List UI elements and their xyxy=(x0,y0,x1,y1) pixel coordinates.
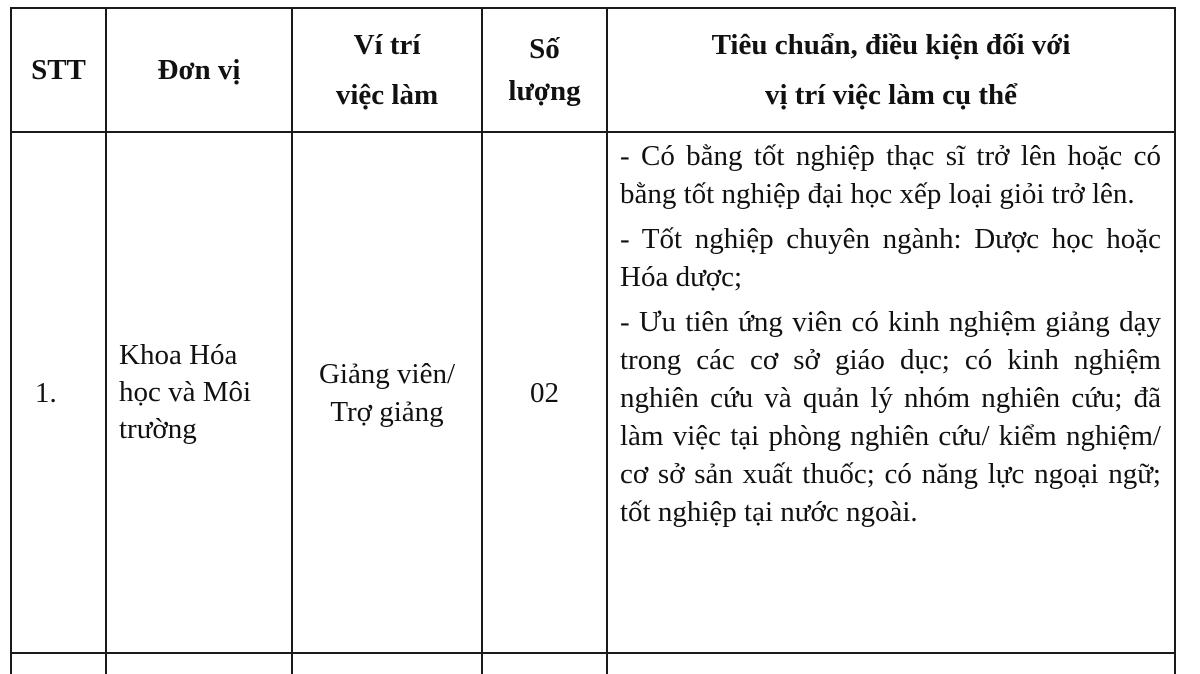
header-criteria xyxy=(607,8,1175,132)
recruitment-table xyxy=(10,7,1176,674)
cell-position xyxy=(292,132,482,653)
criteria-item: - Tốt nghiệp chuyên ngành: Dược học hoặc Hóa dược; xyxy=(620,223,1161,293)
table-row xyxy=(11,132,1175,653)
header-unit: Đơn vị xyxy=(106,8,292,132)
cell-unit xyxy=(106,132,292,653)
criteria-item: - Có bằng tốt nghiệp thạc sĩ trở lên hoặc có bằng tốt nghiệp đại học xếp loại giỏi trở lên. xyxy=(620,140,1161,210)
header-quantity-line2: lượng xyxy=(508,75,581,107)
header-criteria-line2: vị trí việc làm cụ thể xyxy=(764,79,1018,111)
cell-unit-line: học và Môi xyxy=(119,376,252,408)
cell-position-line: Giảng viên/ xyxy=(318,357,456,390)
cell-criteria xyxy=(607,132,1175,653)
cell-unit-line: Khoa Hóa xyxy=(119,339,238,371)
header-position-line1: Ví trí xyxy=(353,29,421,61)
header-position xyxy=(292,8,482,132)
criteria-item: - Ưu tiên ứng viên có kinh nghiệm giảng dạy trong các cơ sở giáo dục; có kinh nghiệm nghiên cứu và quản lý nhóm nghiên cứu; đã làm việc tại phòng nghiên cứu/ kiểm nghiệm/ cơ sở sản xuất thuốc; có năng lực ngoại ngữ; tốt nghiệp tại nước ngoài. xyxy=(620,306,1161,528)
header-stt: STT xyxy=(11,8,106,132)
header-position-line2: việc làm xyxy=(335,79,439,111)
cell-unit-line: trường xyxy=(119,413,197,445)
cell-position-line: Trợ giảng xyxy=(330,395,444,428)
header-quantity-line1: Số xyxy=(529,33,560,65)
table-header-row xyxy=(11,8,1175,132)
cell-quantity: 02 xyxy=(482,132,607,653)
header-quantity xyxy=(482,8,607,132)
cell-stt: 1. xyxy=(11,132,106,653)
header-criteria-line1: Tiêu chuẩn, điều kiện đối với xyxy=(711,29,1071,61)
